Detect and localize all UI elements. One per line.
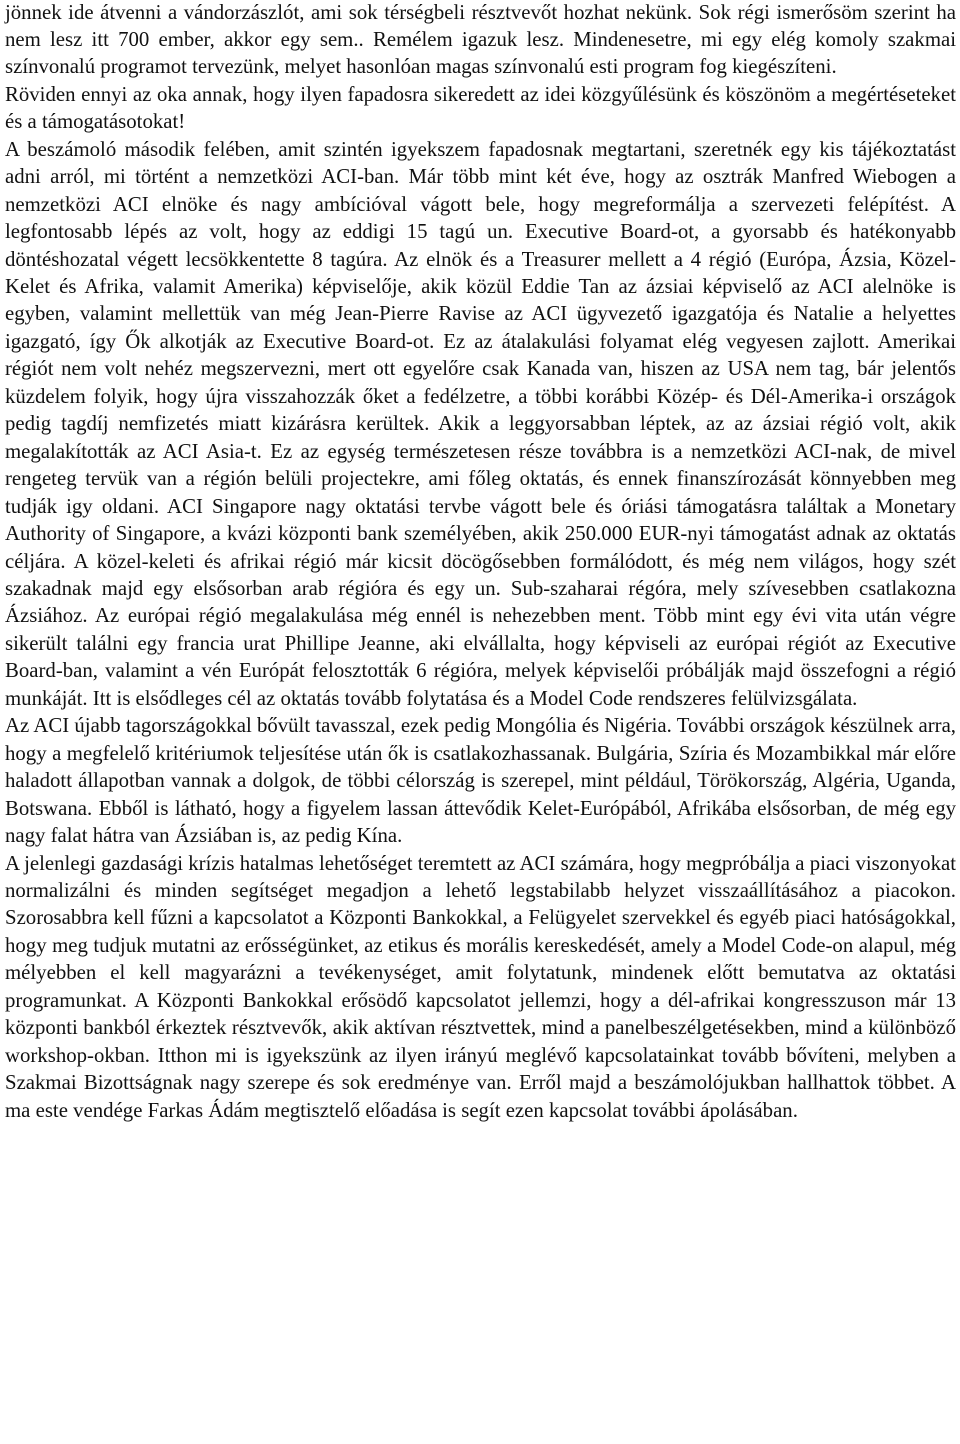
paragraph-aci-international: A beszámoló második felében, amit szintén igyekszem fapadosnak megtartani, szeretnék egy kis tájékoztatást adni arról, mi történt a nemzetközi ACI-ban. Már több mint két éve, hogy az osztrák Manfred Wiebogen a nemzetközi ACI elnöke és nagy ambícióval vágott bele, hogy megreformálja a szervezeti felépítést. A legfontosabb lépés az volt, hogy az eddigi 15 tagú un. Executive Board-ot, a gyorsabb és hatékonyabb döntéshozatal végett lecsökkentette 8 tagúra. Az elnök és a Treasurer mellett a 4 régió (Európa, Ázsia, Közel-Kelet és Afrika, valamit Amerika) képviselője, akik közül Eddie Tan az ázsiai képviselő az ACI alelnöke is egyben, valamint mellettük van még Jean-Pierre Ravise az ACI ügyvezető igazgatója és Natalie a helyettes igazgató, így Ők alkotják az Executive Board-ot. Ez az átalakulási folyamat elég vegyesen zajlott. Amerikai régiót nem volt nehéz megszervezni, mert ott egyelőre csak Kanada van, hiszen az USA nem tag, bár jelentős küzdelem folyik, hogy újra visszahozzák őket a fedélzetre, a többi korábbi Közép- és Dél-Amerika-i országok pedig tagdíj nemfizetés miatt kizárásra kerültek. Akik a leggyorsabban léptek, az az ázsiai régió volt, akik megalakították az ACI Asia-t. Ez az egység természetesen része továbbra is a nemzetközi ACI-nak, de mivel rengeteg tervük van a régión belüli projectekre, ami főleg oktatás, és ennek finanszírozását könnyebben meg tudják igy oldani. ACI Singapore nagy oktatási tervbe vágott bele és óriási támogatásra találtak a Monetary Authority of Singapore, a kvázi központi bank személyében, akik 250.000 EUR-nyi támogatást adnak az oktatás céljára. A közel-keleti és afrikai régió már kicsit döcögősebben formálódott, és még nem világos, hogy szét szakadnak majd egy elsősorban arab régióra és egy un. Sub-szaharai régóra, mely szívesebben csatlakozna Ázsiához. Az európai régió megalakulása még ennél is nehezebben ment. Több mint egy évi vita után végre sikerült találni egy francia urat Phillipe Jeanne, aki elvállalta, hogy képviseli az európai régiót az Executive Board-ban, valamint a vén Európát felosztották 6 régióra, melyek képviselői próbálják majd összefogni a régió munkáját. Itt is elsődleges cél az oktatás tovább folytatása és a Model Code rendszeres felülvizsgálata.: [5, 137, 956, 710]
paragraph-meeting-intro: jönnek ide átvenni a vándorzászlót, ami sok térségbeli résztvevőt hozhat nekünk. Sok régi ismerősöm szerint ha nem lesz itt 700 ember, akkor egy sem.. Remélem igazuk lesz. Mindenesetre, mi egy elég komoly szakmai színvonalú programot tervezünk, melyet hasonlóan magas színvonalú esti program fog kiegészíteni.: [5, 0, 956, 79]
paragraph-thanks: Röviden ennyi az oka annak, hogy ilyen fapadosra sikeredett az idei közgyűlésünk és köszönöm a megértéseteket és a támogatásotokat!: [5, 82, 956, 134]
paragraph-new-members: Az ACI újabb tagországokkal bővült tavasszal, ezek pedig Mongólia és Nigéria. További országok készülnek arra, hogy a megfelelő kritériumok teljesítése után ők is csatlakozhassanak. Bulgária, Szíria és Mozambikkal már előre haladott állapotban vannak a dolgok, de többi célország is szerepel, mint például, Törökország, Algéria, Uganda, Botswana. Ebből is látható, hogy a figyelem lassan áttevődik Kelet-Európából, Afrikába elsősorban, de még egy nagy falat hátra van Ázsiában is, az pedig Kína.: [5, 714, 956, 848]
paragraph-economic-crisis: A jelenlegi gazdasági krízis hatalmas lehetőséget teremtett az ACI számára, hogy megpróbálja a piaci viszonyokat normalizálni és minden segítséget megadjon a lehető legstabilabb helyzet visszaállításához a piacokon. Szorosabbra kell fűzni a kapcsolatot a Központi Bankokkal, a Felügyelet szervekkel és egyéb piaci hatóságokkal, hogy meg tudjuk mutatni az erősségünket, az etikus és morális kereskedését, amely a Model Code-on alapul, még mélyebben el kell magyarázni a tevékenységet, amit folytatunk, mindenek előtt bemutatva az oktatási programunkat. A Központi Bankokkal erősödő kapcsolatot jellemzi, hogy a dél-afrikai kongresszuson már 13 központi bankból érkeztek résztvevők, akik aktívan résztvettek, mind a panelbeszélgetésekben, mind a különböző workshop-okban. Itthon mi is igyekszünk az ilyen irányú meglévő kapcsolatainkat tovább bővíteni, melyben a Szakmai Bizottságnak nagy szerepe és sok eredménye van. Erről majd a beszámolójukban hallhattok többet. A ma este vendége Farkas Ádám megtisztelő előadása is segít ezen kapcsolat további ápolásában.: [5, 851, 956, 1122]
